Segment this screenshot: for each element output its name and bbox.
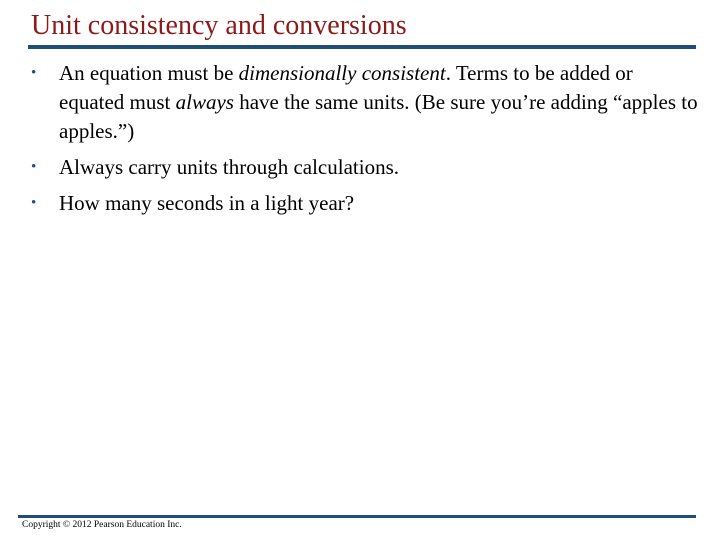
title-divider xyxy=(28,45,696,49)
bullet-item xyxy=(31,189,703,218)
bullet-icon: • xyxy=(31,65,37,81)
bullet-text: How many seconds in a light year? xyxy=(59,191,355,215)
bullet-text xyxy=(59,61,698,143)
bullet-text-run: . Terms to be added or equated must xyxy=(59,61,633,114)
bullet-icon: • xyxy=(31,195,37,211)
copyright-footer: Copyright © 2012 Pearson Education Inc. xyxy=(22,520,182,530)
bullet-text-run: have the same units. (Be sure you’re adding “apples to apples.”) xyxy=(59,90,698,143)
bullet-text: Always carry units through calculations. xyxy=(59,155,399,179)
bullet-text-emphasis: always xyxy=(175,90,234,114)
bullet-icon: • xyxy=(31,159,37,175)
bullet-text-run: An equation must be xyxy=(59,61,239,85)
bullet-text-emphasis: dimensionally consistent xyxy=(238,61,446,85)
footer-divider xyxy=(18,515,696,518)
slide-title: Unit consistency and conversions xyxy=(31,10,407,41)
bullet-item xyxy=(31,59,703,146)
bullet-item xyxy=(31,153,703,182)
bullet-list xyxy=(31,59,703,225)
